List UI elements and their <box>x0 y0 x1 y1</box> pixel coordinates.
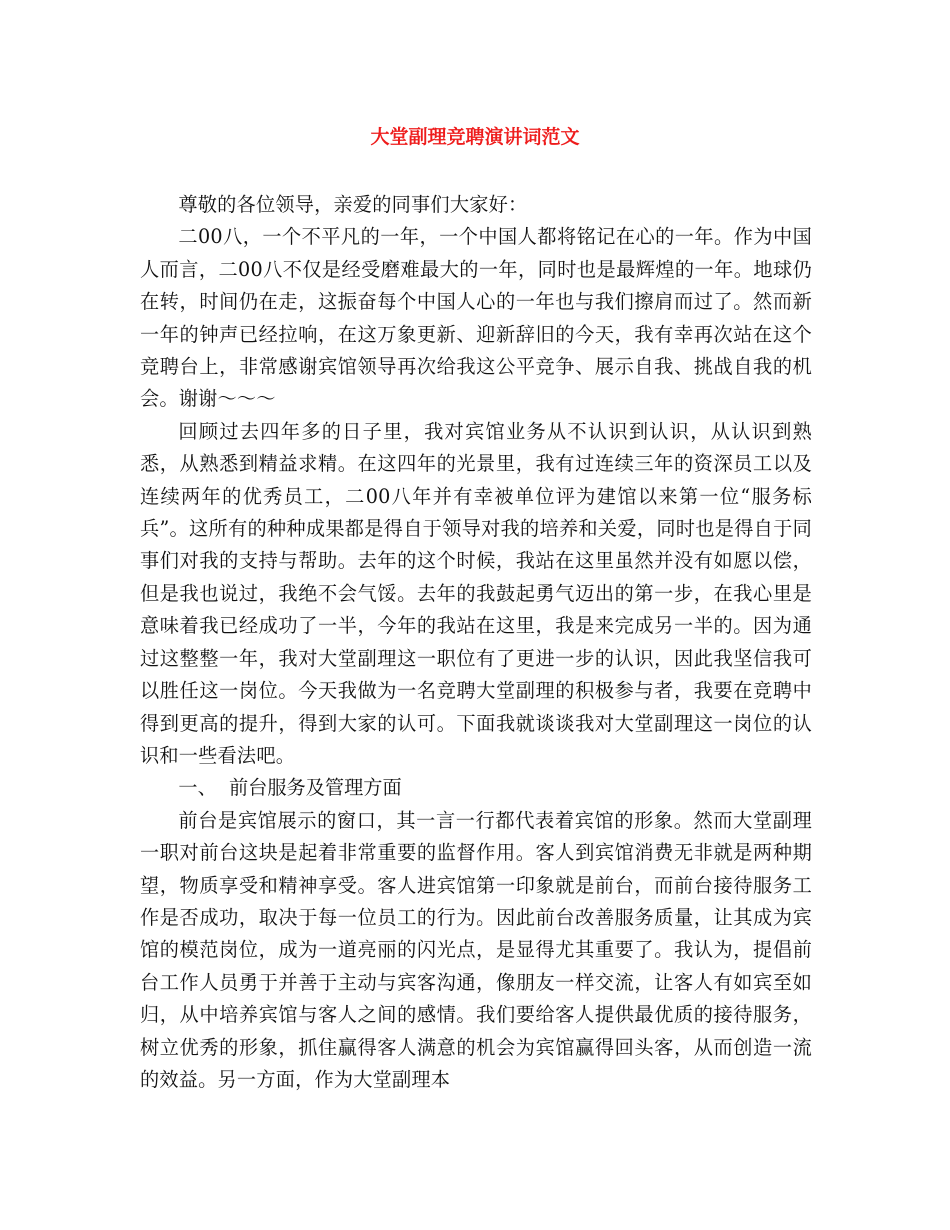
greeting-paragraph: 尊敬的各位领导，亲爱的同事们大家好： <box>178 193 528 216</box>
intro-paragraph: 二00八，一个不平凡的一年，一个中国人都将铭记在心的一年。作为中国人而言，二00八不仅是经受磨难最大的一年，同时也是最辉煌的一年。地球仍在转，时间仍在走，这振奋每个中国人心的一年也与我们擦肩而过了。然而新一年的钟声已经拉响，在这万象更新、迎新辞旧的今天，我有幸再次站在这个竞聘台上，非常感谢宾馆领导再次给我这公平竞争、展示自我、挑战自我的机会。谢谢～～～ <box>140 225 812 411</box>
section-paragraph: 前台是宾馆展示的窗口，其一言一行都代表着宾馆的形象。然而大堂副理一职对前台这块是起着非常重要的监督作用。客人到宾馆消费无非就是两种期望，物质享受和精神享受。客人进宾馆第一印象就是前台，而前台接待服务工作是否成功，取决于每一位员工的行为。因此前台改善服务质量，让其成为宾馆的模范岗位，成为一道亮丽的闪光点，是显得尤其重要了。我认为，提倡前台工作人员勇于并善于主动与宾客沟通，像朋友一样交流，让客人有如宾至如归，从中培养宾馆与客人之间的感情。我们要给客人提供最优质的接待服务，树立优秀的形象，抓住赢得客人满意的机会为宾馆赢得回头客，从而创造一流的效益。另一方面，作为大堂副理本 <box>140 808 812 1091</box>
document-body <box>140 189 812 1096</box>
review-paragraph: 回顾过去四年多的日子里，我对宾馆业务从不认识到认识，从认识到熟悉，从熟悉到精益求精。在这四年的光景里，我有过连续三年的资深员工以及连续两年的优秀员工，二00八年并有幸被单位评为建馆以来第一位“服务标兵”。这所有的种种成果都是得自于领导对我的培养和关爱，同时也是得自于同事们对我的支持与帮助。去年的这个时候，我站在这里虽然并没有如愿以偿，但是我也说过，我绝不会气馁。去年的我鼓起勇气迈出的第一步，在我心里是意味着我已经成功了一半，今年的我站在这里，我是来完成另一半的。因为通过这整整一年，我对大堂副理这一职位有了更进一步的认识，因此我坚信我可以胜任这一岗位。今天我做为一名竞聘大堂副理的积极参与者，我要在竞聘中得到更高的提升，得到大家的认可。下面我就谈谈我对大堂副理这一岗位的认识和一些看法吧。 <box>140 419 812 767</box>
document-title: 大堂副理竞聘演讲词范文 <box>370 126 580 148</box>
section-heading: 一、 前台服务及管理方面 <box>178 776 402 800</box>
